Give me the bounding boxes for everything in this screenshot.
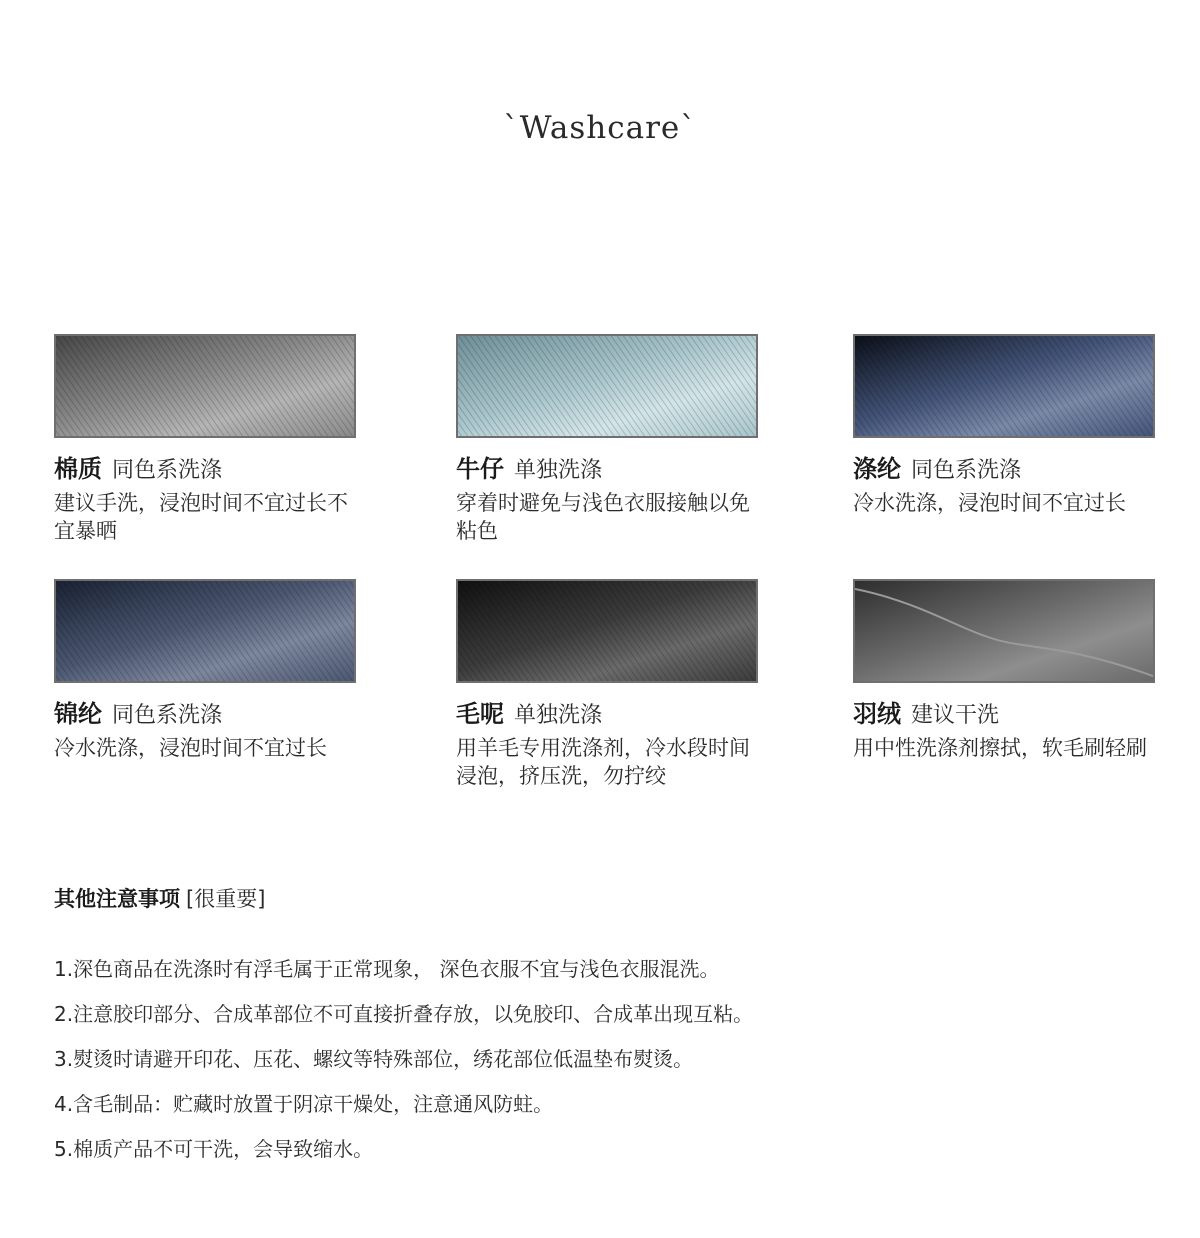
note-item: 1.深色商品在洗涤时有浮毛属于正常现象， 深色衣服不宜与浅色衣服混洗。 bbox=[54, 957, 720, 981]
fabric-card-cotton bbox=[54, 334, 356, 545]
care-description: 用中性洗涤剂擦拭，软毛刷轻刷 bbox=[853, 736, 1147, 760]
fabric-name: 棉质 bbox=[54, 455, 102, 483]
fabric-swatch-image bbox=[54, 334, 356, 438]
note-item: 3.熨烫时请避开印花、压花、螺纹等特殊部位，绣花部位低温垫布熨烫。 bbox=[54, 1047, 694, 1071]
notes-list bbox=[54, 957, 753, 1182]
note-item: 5.棉质产品不可干洗，会导致缩水。 bbox=[54, 1137, 374, 1161]
fabric-name: 涤纶 bbox=[853, 455, 901, 483]
wash-method: 同色系洗涤 bbox=[112, 458, 223, 483]
importance-tag: [很重要] bbox=[186, 887, 266, 911]
wash-method: 同色系洗涤 bbox=[911, 458, 1022, 483]
wash-method: 单独洗涤 bbox=[514, 458, 603, 483]
notes-heading bbox=[54, 883, 265, 913]
swatch-texture bbox=[855, 336, 1153, 436]
note-item: 2.注意胶印部分、合成革部位不可直接折叠存放，以免胶印、合成革出现互粘。 bbox=[54, 1002, 754, 1026]
notes-heading-title: 其他注意事项 bbox=[54, 887, 180, 911]
fabric-card-polyester bbox=[853, 334, 1155, 517]
care-description: 用羊毛专用洗涤剂，冷水段时间浸泡，挤压洗，勿拧绞 bbox=[456, 736, 750, 788]
care-description: 冷水洗涤，浸泡时间不宜过长 bbox=[54, 736, 327, 760]
fabric-card-wool bbox=[456, 579, 758, 790]
care-description: 建议手洗，浸泡时间不宜过长不宜暴晒 bbox=[54, 491, 348, 543]
fabric-swatch-image bbox=[456, 579, 758, 683]
wash-method: 建议干洗 bbox=[911, 703, 1000, 728]
swatch-texture bbox=[56, 581, 354, 681]
swatch-texture bbox=[855, 581, 1153, 681]
wash-method: 同色系洗涤 bbox=[112, 703, 223, 728]
fabric-card-denim bbox=[456, 334, 758, 545]
care-description: 穿着时避免与浅色衣服接触以免粘色 bbox=[456, 491, 750, 543]
fabric-swatch-image bbox=[853, 334, 1155, 438]
swatch-texture bbox=[56, 336, 354, 436]
fabric-name: 牛仔 bbox=[456, 455, 504, 483]
fabric-swatch-image bbox=[853, 579, 1155, 683]
fabric-card-nylon bbox=[54, 579, 356, 762]
note-item: 4.含毛制品：贮藏时放置于阴凉干燥处，注意通风防蛀。 bbox=[54, 1092, 554, 1116]
wash-method: 单独洗涤 bbox=[514, 703, 603, 728]
page-title: `Washcare` bbox=[503, 110, 697, 146]
care-description: 冷水洗涤，浸泡时间不宜过长 bbox=[853, 491, 1126, 515]
fabric-card-down bbox=[853, 579, 1155, 762]
swatch-texture bbox=[458, 581, 756, 681]
fabric-name: 羽绒 bbox=[853, 700, 901, 728]
fabric-swatch-image bbox=[456, 334, 758, 438]
fabric-name: 锦纶 bbox=[54, 700, 102, 728]
fabric-swatch-image bbox=[54, 579, 356, 683]
fabric-name: 毛呢 bbox=[456, 700, 504, 728]
swatch-texture bbox=[458, 336, 756, 436]
